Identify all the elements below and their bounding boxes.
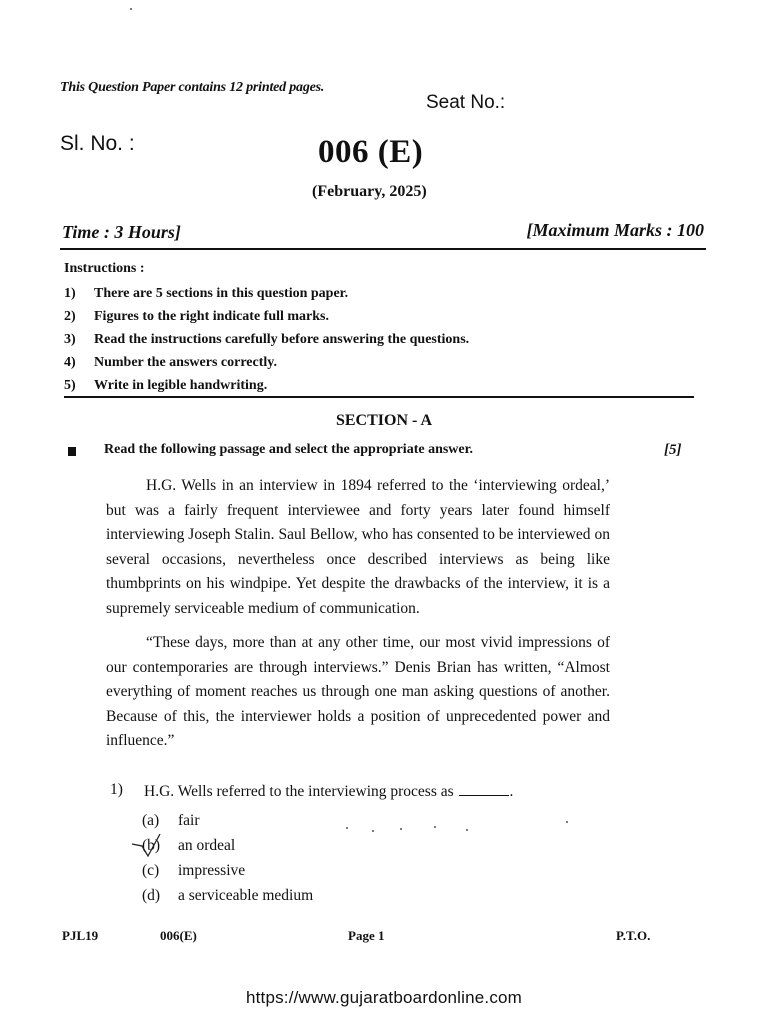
question-text: H.G. Wells referred to the interviewing process as . xyxy=(144,783,514,800)
page-count-note: This Question Paper contains 12 printed pages. xyxy=(60,80,325,95)
paper-code: 006 (E) xyxy=(318,134,424,170)
scan-speck xyxy=(372,830,374,832)
handwritten-tick-mark xyxy=(130,830,164,860)
header-divider xyxy=(60,248,706,250)
question-heading: Read the following passage and select the appropriate answer. xyxy=(104,442,474,457)
instruction-item xyxy=(64,305,469,328)
instruction-item xyxy=(64,374,469,397)
seat-number-label: Seat No.: xyxy=(426,92,506,113)
option-text: fair xyxy=(178,812,200,829)
passage-paragraph: “These days, more than at any other time, our most vivid impressions of our contemporaries are through interviews.” Denis Brian has written, “Almost everything of moment reaches us through one man asking questions of another. Because of this, the interviewer holds a position of unprecedented power and influence.” xyxy=(106,634,610,749)
instruction-text: Number the answers correctly. xyxy=(94,355,277,370)
time-allowed: Time : 3 Hours] xyxy=(62,222,181,242)
option-letter: (b) xyxy=(142,837,161,854)
bullet-square-icon xyxy=(68,447,76,456)
reading-passage xyxy=(106,474,610,764)
instructions-list xyxy=(64,282,469,397)
instruction-number: 1) xyxy=(64,286,76,301)
answer-blank xyxy=(459,781,509,796)
option-b xyxy=(142,833,313,858)
question-number: 1) xyxy=(110,781,123,798)
option-text: an ordeal xyxy=(178,837,236,854)
instructions-divider xyxy=(64,396,694,398)
scan-speck xyxy=(434,826,436,828)
answer-options xyxy=(142,808,313,908)
scan-speck xyxy=(566,821,568,823)
instruction-number: 5) xyxy=(64,378,76,393)
passage-paragraph: H.G. Wells in an interview in 1894 referred to the ‘interviewing ordeal,’ but was a fairly frequent interviewee and forty years later found himself interviewing Joseph Stalin. Saul Bellow, who has consented to be interviewed on several occasions, nevertheless once described interviews as being like thumbprints on his windpipe. Yet despite the drawbacks of the interview, it is a supremely serviceable medium of communication. xyxy=(106,477,610,617)
instruction-text: Figures to the right indicate full marks. xyxy=(94,309,330,324)
scan-speck xyxy=(130,8,132,10)
option-text: a serviceable medium xyxy=(178,887,314,904)
instruction-number: 3) xyxy=(64,332,76,347)
question-marks: [5] xyxy=(664,442,682,458)
instruction-item xyxy=(64,351,469,374)
option-letter: (d) xyxy=(142,887,161,904)
option-text: impressive xyxy=(178,862,246,879)
scan-speck xyxy=(400,828,402,830)
option-letter: (c) xyxy=(142,862,160,879)
option-letter: (a) xyxy=(142,812,160,829)
footer-pto: P.T.O. xyxy=(616,928,651,943)
watermark-url: https://www.gujaratboardonline.com xyxy=(245,988,523,1007)
option-d xyxy=(142,883,313,908)
footer-page-number: Page 1 xyxy=(348,928,385,943)
exam-date: (February, 2025) xyxy=(312,183,427,200)
instruction-item xyxy=(64,282,469,305)
instruction-text: Write in legible handwriting. xyxy=(94,378,268,393)
footer-code: PJL19 xyxy=(62,928,99,943)
instruction-number: 4) xyxy=(64,355,76,370)
scan-speck xyxy=(346,827,348,829)
scan-speck xyxy=(466,829,468,831)
section-title: SECTION - A xyxy=(335,412,433,429)
instruction-text: There are 5 sections in this question paper. xyxy=(94,286,349,301)
question-1 xyxy=(110,781,513,801)
serial-number-label: Sl. No. : xyxy=(60,132,135,155)
option-c xyxy=(142,858,313,883)
maximum-marks: [Maximum Marks : 100 xyxy=(526,220,704,240)
instruction-item xyxy=(64,328,469,351)
footer-paper-code: 006(E) xyxy=(160,928,197,943)
instruction-number: 2) xyxy=(64,309,76,324)
option-a xyxy=(142,808,313,833)
instructions-title: Instructions : xyxy=(64,261,145,276)
instruction-text: Read the instructions carefully before answering the questions. xyxy=(94,332,470,347)
